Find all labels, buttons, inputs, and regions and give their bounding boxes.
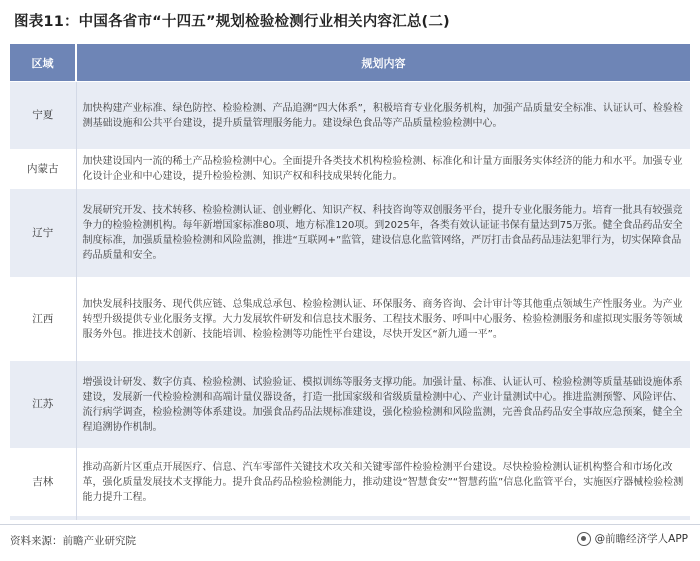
table-row <box>10 516 690 521</box>
region-cell: 江西 <box>10 278 76 361</box>
footer <box>0 524 700 561</box>
content-cell: 推动高新片区重点开展医疗、信息、汽车零部件关键技术攻关和关键零部件检验检测平台建设。尽快检验检测认证机构整合和市场化改革，强化质量发展技术支撑能力。提升食品药品检验检测能力，推动建设“智慧食安”“智慧药监”信息化监管平台，实施医疗器械检验检测能力提升工程。 <box>76 449 690 516</box>
brand-label: @前瞻经济学人APP <box>594 533 688 545</box>
table-row <box>10 278 690 361</box>
table-header-row <box>10 44 690 82</box>
region-cell: 宁夏 <box>10 82 76 150</box>
region-cell: 江苏 <box>10 361 76 449</box>
table-row <box>10 82 690 150</box>
source-note: 资料来源：前瞻产业研究院 <box>10 535 136 547</box>
brand-logo-icon <box>577 532 591 546</box>
content-cell: 增强设计研发、数字仿真、检验检测、试验验证、模拟训练等服务支撑功能。加强计量、标准、认证认可、检验检测等质量基础设施体系建设，发展新一代检验检测和高端计量仪器设备，打造一批国家级和省级质量检测中心、产业计量测试中心。推进监测预警、风险评估、流行病学调查，检验检测等体系建设。加强食品药品法规标准建设，强化检验检测和风险监测，完善食品药品安全事故应急预案，健全全程追溯协作机制。 <box>76 361 690 449</box>
region-cell: 吉林 <box>10 449 76 516</box>
column-header-content: 规划内容 <box>76 44 690 82</box>
content-cell: 发展研究开发、技术转移、检验检测认证、创业孵化、知识产权、科技咨询等双创服务平台，提升专业化服务能力。培育一批具有较强竞争力的检验检测机构。每年新增国家标准80项、地方标准120项。到2025年，各类有效认证证书保有量达到75万张。健全食品药品安全制度标准，加强质量检验检测和风险监测，推进“互联网+”监管，建设信息化监管网络，严厉打击食品药品违法犯罪行为，切实保障食品药品质量和安全。 <box>76 189 690 278</box>
table-row <box>10 150 690 189</box>
page-title: 图表11：中国各省市“十四五”规划检验检测行业相关内容汇总(二) <box>14 14 450 30</box>
content-cell: 加快建设国内一流的稀土产品检验检测中心。全面提升各类技术机构检验检测、标准化和计量方面服务实体经济的能力和水平。加强专业化设计企业和中心建设，提升检验检测、知识产权和科技成果转化能力。 <box>76 150 690 189</box>
brand-credit <box>577 531 688 546</box>
content-cell: 加快构建产业标准、绿色防控、检验检测、产品追溯“四大体系”，积极培育专业化服务机构，加强产品质量安全标准、认证认可、检验检测基础设施和公共平台建设，提升质量管理服务能力。建设绿色食品等产品质量检验检测中心。 <box>76 82 690 150</box>
content-cell: 加快发展科技服务、现代供应链、总集成总承包、检验检测认证、环保服务、商务咨询、会计审计等其他重点领域生产性服务业。为产业转型升级提供专业化服务支撑。大力发展软件研发和信息技术服务、工程技术服务、呼叫中心服务、检验检测服务和虚拟现实服务等领域服务外包。推进技术创新、技能培训、检验检测等功能性平台建设，尽快开发区“新九通一平”。 <box>76 278 690 361</box>
column-header-region: 区域 <box>10 44 76 82</box>
content-cell <box>76 516 690 521</box>
table-row <box>10 189 690 278</box>
region-cell: 内蒙古 <box>10 150 76 189</box>
table-row <box>10 449 690 516</box>
planning-table <box>10 44 690 520</box>
region-cell <box>10 516 76 521</box>
table-row <box>10 361 690 449</box>
region-cell: 辽宁 <box>10 189 76 278</box>
